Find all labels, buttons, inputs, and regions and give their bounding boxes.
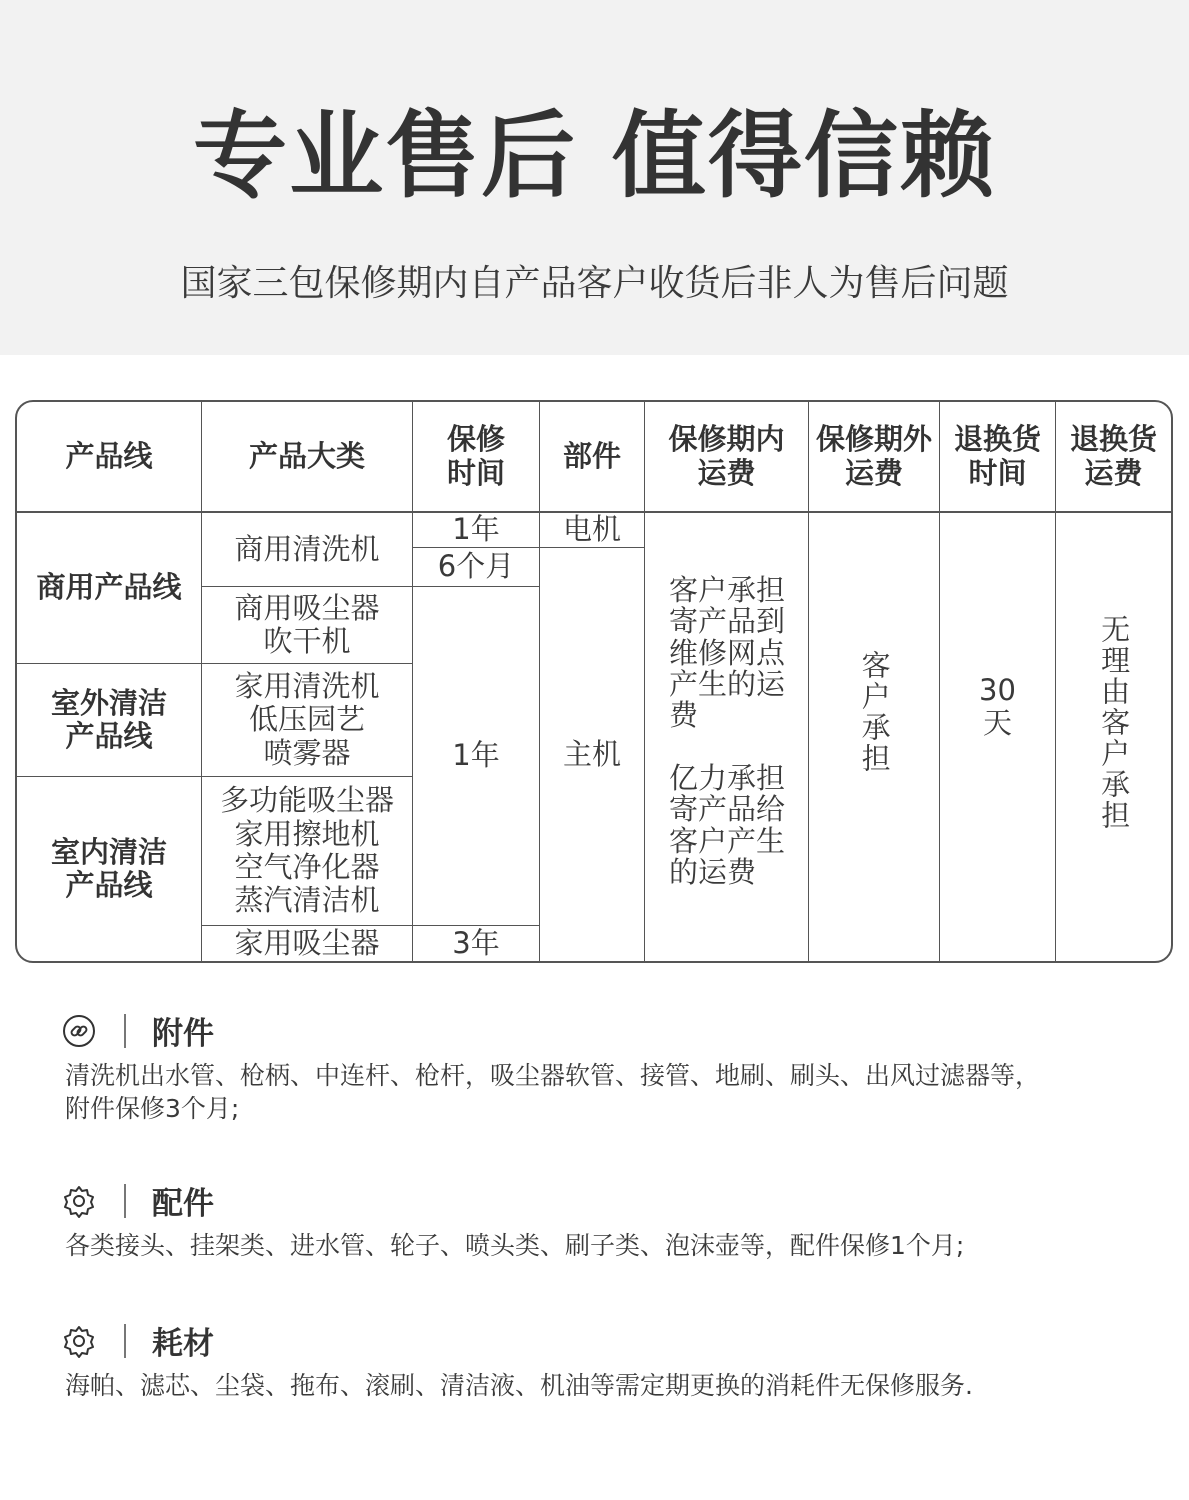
header-out-warranty-shipping: 保修期外 运费	[815, 422, 932, 490]
warranty-six-months: 6个月	[437, 549, 515, 584]
note-consumables-text: 海帕、滤芯、尘袋、拖布、滚刷、清洁液、机油等需定期更换的消耗件无保修服务.	[65, 1371, 973, 1400]
line-outdoor: 室外清洁 产品线	[50, 685, 167, 753]
warranty-one-year: 1年	[452, 738, 500, 773]
line-indoor: 室内清洁 产品线	[50, 834, 167, 902]
warranty-three-years: 3年	[452, 925, 500, 960]
header-part: 部件	[562, 438, 621, 473]
note-title: 配件	[152, 1186, 214, 1222]
line-commercial: 商用产品线	[36, 570, 182, 605]
return-shipping-text: 无理由客户承担	[1097, 613, 1132, 831]
header-category: 产品大类	[248, 438, 365, 473]
category-outdoor-products: 家用清洗机 低压园艺 喷雾器	[234, 668, 380, 770]
note-parts-header	[62, 1178, 214, 1223]
hero-banner	[0, 0, 1189, 355]
header-warranty-time: 保修 时间	[446, 422, 505, 490]
separator	[124, 1184, 126, 1218]
header-return-time: 退换货 时间	[953, 422, 1041, 490]
warranty-table	[15, 400, 1173, 963]
note-accessories-header	[62, 1008, 214, 1053]
note-title: 耗材	[152, 1326, 214, 1362]
page-title: 专业售后 值得信赖	[193, 102, 996, 211]
separator	[124, 1014, 126, 1048]
category-commercial-vacuum: 商用吸尘器 吹干机	[234, 590, 380, 658]
separator	[124, 1324, 126, 1358]
in-warranty-shipping-text: 客户承担 寄产品到 维修网点 产生的运 费 亿力承担 寄产品给 客户产生 的运费	[669, 573, 786, 889]
return-time-text: 30 天	[979, 672, 1016, 740]
header-product-line: 产品线	[65, 438, 153, 473]
category-commercial-washer: 商用清洗机	[234, 531, 380, 566]
header-return-shipping: 退换货 运费	[1069, 422, 1157, 490]
gear-icon	[62, 1324, 96, 1358]
out-warranty-shipping-text: 客户承担	[857, 650, 892, 774]
header-in-warranty-shipping: 保修期内 运费	[668, 422, 785, 490]
note-parts-text: 各类接头、挂架类、进水管、轮子、喷头类、刷子类、泡沫壶等，配件保修1个月;	[65, 1231, 965, 1260]
gear-icon	[62, 1184, 96, 1218]
page-subtitle: 国家三包保修期内自产品客户收货后非人为售后问题	[180, 263, 1009, 304]
part-host: 主机	[562, 736, 621, 771]
warranty-motor: 1年	[452, 512, 500, 547]
note-accessories-text: 清洗机出水管、枪柄、中连杆、枪杆，吸尘器软管、接管、地刷、刷头、出风过滤器等， 附件保修3个月;	[65, 1061, 1041, 1123]
link-icon	[62, 1014, 96, 1048]
part-motor: 电机	[562, 512, 621, 547]
note-consumables-header	[62, 1318, 214, 1363]
category-indoor-products: 多功能吸尘器 家用擦地机 空气净化器 蒸汽清洁机	[219, 783, 394, 918]
note-title: 附件	[152, 1016, 214, 1052]
category-home-vacuum: 家用吸尘器	[234, 925, 380, 960]
